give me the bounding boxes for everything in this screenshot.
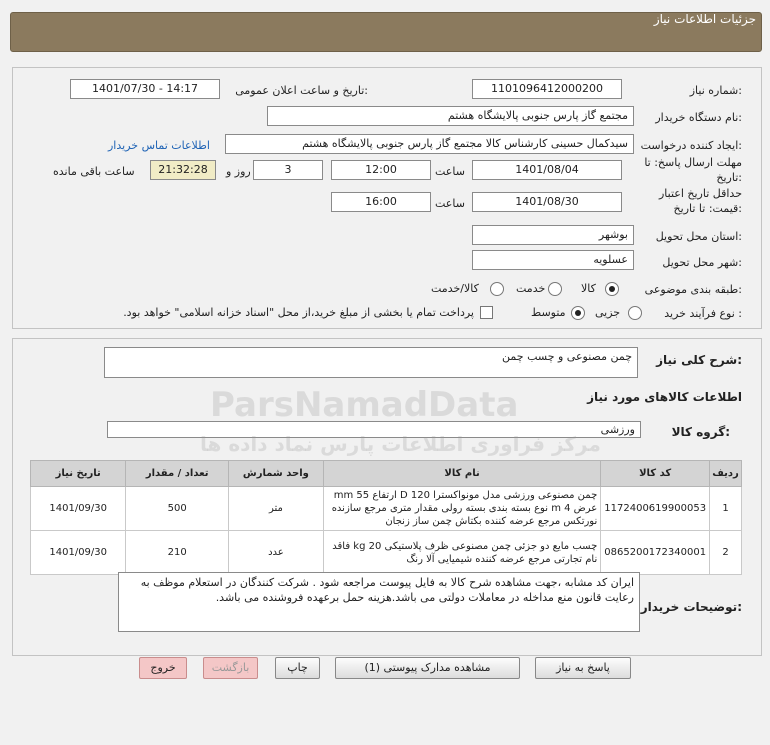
goods-need-date: 1401/09/30 <box>31 531 126 575</box>
category-option-service: خدمت <box>516 282 546 295</box>
reply-button[interactable]: پاسخ به نیاز <box>535 657 631 679</box>
process-radio-medium[interactable] <box>571 306 585 320</box>
watermark-brand: ParsNamadData <box>210 385 519 425</box>
buyer-contact-link[interactable]: اطلاعات تماس خریدار <box>108 139 210 152</box>
watermark-persian: مرکز فراوری اطلاعات پارس نماد داده ها <box>200 432 601 456</box>
attachments-button[interactable]: مشاهده مدارک پیوستی (1) <box>335 657 520 679</box>
validity-time-field: 16:00 <box>331 192 431 212</box>
category-option-goods-service: کالا/خدمت <box>431 282 479 295</box>
creator-field: سیدکمال حسینی کارشناس کالا مجتمع گاز پارس جنوبی پالایشگاه هشتم <box>225 134 634 154</box>
deadline-time-label: ساعت <box>435 165 465 178</box>
goods-code: 1172400619900053 <box>601 487 710 531</box>
back-button[interactable]: بازگشت <box>203 657 258 679</box>
category-option-goods: کالا <box>581 282 596 295</box>
col-row-number: ردیف <box>710 461 742 487</box>
col-goods-name: نام کالا <box>323 461 600 487</box>
validity-time-label: ساعت <box>435 197 465 210</box>
need-number-field: 1101096412000200 <box>472 79 622 99</box>
print-button[interactable]: چاپ <box>275 657 320 679</box>
col-unit: واحد شمارش <box>228 461 323 487</box>
province-label: استان محل تحویل: <box>655 230 742 243</box>
row-number: 1 <box>710 487 742 531</box>
validity-label: حداقل تاریخ اعتبار <box>658 187 742 200</box>
city-field: عسلویه <box>472 250 634 270</box>
treasury-payment-note: پرداخت تمام یا بخشی از مبلغ خرید،از محل "اسناد خزانه اسلامی" خواهد بود. <box>123 306 474 319</box>
goods-code: 0865200172340001 <box>601 531 710 575</box>
exit-button[interactable]: خروج <box>139 657 187 679</box>
process-option-medium: متوسط <box>531 306 566 319</box>
days-field: 3 <box>253 160 323 180</box>
goods-group-label: گروه کالا: <box>671 425 730 439</box>
goods-quantity: 210 <box>126 531 229 575</box>
goods-group-field: ورزشی <box>107 421 641 438</box>
goods-quantity: 500 <box>126 487 229 531</box>
announce-field: 1401/07/30 - 14:17 <box>70 79 220 99</box>
row-number: 2 <box>710 531 742 575</box>
category-radio-goods-service[interactable] <box>490 282 504 296</box>
goods-unit: عدد <box>228 531 323 575</box>
category-radio-service[interactable] <box>548 282 562 296</box>
goods-table <box>30 460 742 575</box>
col-quantity: تعداد / مقدار <box>126 461 229 487</box>
announce-label: تاریخ و ساعت اعلان عمومی: <box>235 84 368 97</box>
need-title-label: شرح کلی نیاز: <box>656 353 742 367</box>
deadline-date-field: 1401/08/04 <box>472 160 622 180</box>
page-title: جزئیات اطلاعات نیاز <box>653 12 756 26</box>
deadline-time-field: 12:00 <box>331 160 431 180</box>
goods-table-header <box>31 461 742 487</box>
province-field: بوشهر <box>472 225 634 245</box>
process-option-minor: جزیی <box>595 306 621 319</box>
need-number-label: شماره نیاز: <box>689 84 742 97</box>
creator-label: ایجاد کننده درخواست: <box>640 139 742 152</box>
deadline-label-date: تاریخ: <box>716 171 742 184</box>
category-label: طبقه بندی موضوعی: <box>644 283 742 296</box>
goods-name: چسب مایع دو جزئی چمن مصنوعی ظرف پلاستیکی kg 20 فاقد نام تجارتی مرجع عرضه کننده شیمیایی آلا رنگ <box>323 531 600 575</box>
need-title-field: چمن مصنوعی و چسب چمن <box>104 347 638 378</box>
col-goods-code: کد کالا <box>601 461 710 487</box>
days-label: روز و <box>226 165 251 178</box>
category-radio-goods[interactable] <box>605 282 619 296</box>
goods-need-date: 1401/09/30 <box>31 487 126 531</box>
goods-unit: متر <box>228 487 323 531</box>
validity-date-field: 1401/08/30 <box>472 192 622 212</box>
buyer-notes-label: توضیحات خریدار: <box>640 600 742 614</box>
validity-label-date: قیمت: تا تاریخ: <box>673 202 742 215</box>
table-row <box>31 531 742 575</box>
buyer-notes-field: ایران کد مشابه ،جهت مشاهده شرح کالا به فایل پیوست مراجعه شود . شرکت کنندگان در استعلام موظف به رعایت قانون منع مداخله در معاملات دولتی می باشد.هزینه حمل برعهده فروشنده می باشد. <box>118 572 640 632</box>
table-row <box>31 487 742 531</box>
buyer-label: نام دستگاه خریدار: <box>655 111 742 124</box>
remaining-time-field: 21:32:28 <box>150 160 216 180</box>
process-label: نوع فرآیند خرید : <box>664 307 742 320</box>
goods-name: چمن مصنوعی ورزشی مدل مونواکسترا D 120 ارتفاع mm 55 عرض m 4 نوع بسته بندی بسته رولی مقدار متری مرجع سازنده نورتکس مرجع عرضه کننده بکتاش چمن ساز زنجان <box>323 487 600 531</box>
col-need-date: تاریخ نیاز <box>31 461 126 487</box>
deadline-label: مهلت ارسال پاسخ: تا <box>644 156 742 169</box>
treasury-payment-checkbox[interactable] <box>480 306 493 319</box>
city-label: شهر محل تحویل: <box>662 256 742 269</box>
goods-info-heading: اطلاعات کالاهای مورد نیاز <box>587 390 742 404</box>
buyer-field: مجتمع گاز پارس جنوبی پالایشگاه هشتم <box>267 106 634 126</box>
remaining-label: ساعت باقی مانده <box>53 165 135 178</box>
process-radio-minor[interactable] <box>628 306 642 320</box>
page-header <box>10 12 762 52</box>
